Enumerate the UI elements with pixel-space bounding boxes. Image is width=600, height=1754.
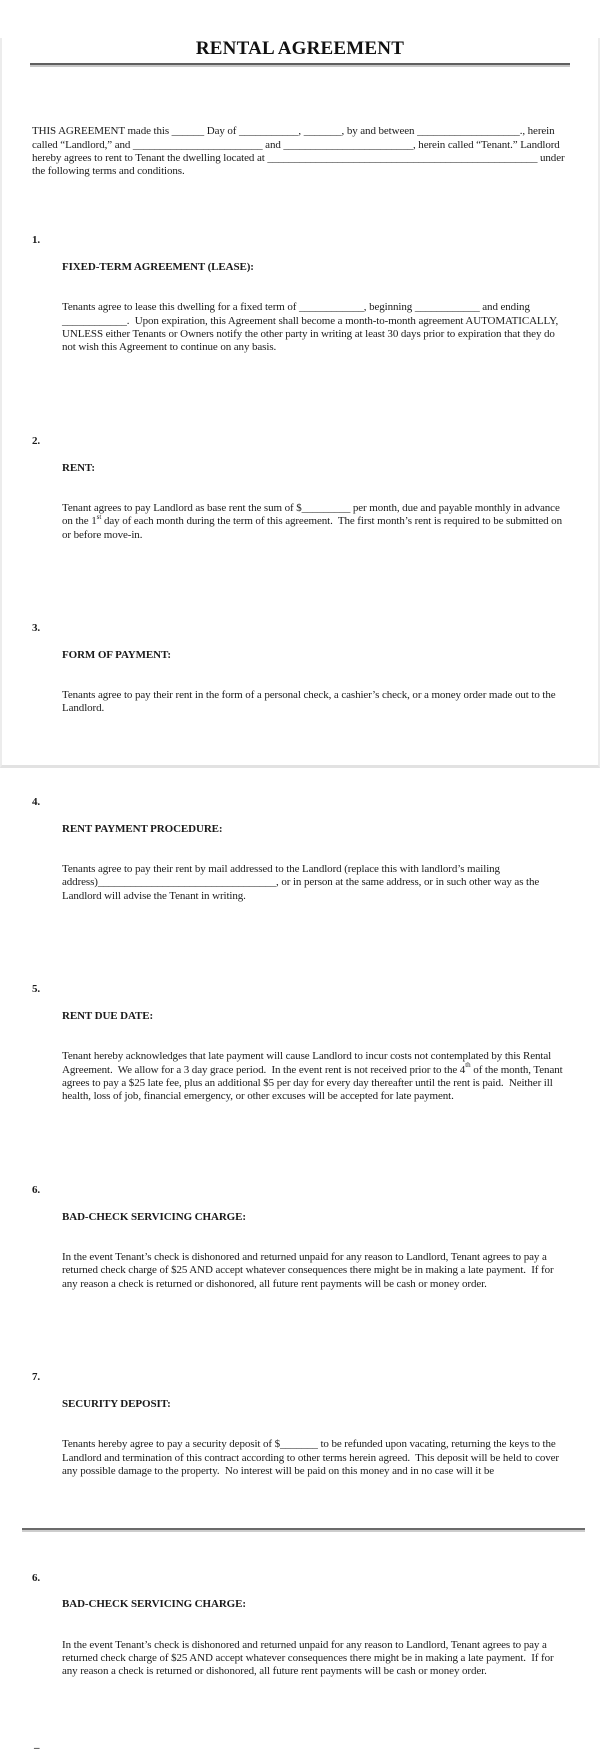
- document-content-page-2: [32, 1532, 568, 1733]
- section-body: In the event Tenant’s check is dishonored and returned unpaid for any reason to Landlord, Tenant agrees to pay a returned check charge of $25 AND accept whatever consequences there might be in making a late payment. If for any reason a check is returned or dishonored, all future rent payments will be cash or money order.: [62, 1638, 557, 1678]
- document-content: [32, 85, 568, 1527]
- section-heading: BAD-CHECK SERVICING CHARGE:: [62, 1210, 246, 1223]
- section-rent-due-date: [32, 983, 568, 1130]
- section-number: 4.: [32, 795, 41, 808]
- section-rent-payment-procedure: [32, 796, 568, 930]
- title-rule: [30, 63, 570, 67]
- section-form-of-payment: [32, 622, 568, 743]
- section-body: Tenants agree to pay their rent in the form of a personal check, a cashier’s check, or a money order made out to the Landlord.: [62, 689, 559, 715]
- footer-dash: –: [34, 1741, 40, 1754]
- section-number: 6.: [32, 1571, 41, 1584]
- section-heading: BAD-CHECK SERVICING CHARGE:: [62, 1598, 246, 1611]
- section-number: 7.: [32, 1371, 41, 1384]
- section-body: In the event Tenant’s check is dishonored and returned unpaid for any reason to Landlord, Tenant agrees to pay a returned check charge of $25 AND accept whatever consequences there might be in making a late payment. If for any reason a check is returned or dishonored, all future rent payments will be cash or money order.: [62, 1250, 557, 1290]
- section-fixed-term: [32, 234, 568, 381]
- section-body-clipped: Tenants hereby agree to pay a security deposit of $_______ to be refunded upon vacating, returning the keys to the Landlord and termination of this contract according to other terms herein agreed. This deposit will be held to cover any possible damage to the property. No interest will be paid on this money and in no case will it be: [62, 1438, 562, 1477]
- section-body-part: Tenant hereby acknowledges that late payment will cause Landlord to incur costs not contemplated by this Rental Agreement. We allow for a 3 day grace period. In the event rent is not received prior to the 4: [62, 1050, 554, 1076]
- section-heading: RENT DUE DATE:: [62, 1010, 154, 1022]
- section-number: 1.: [32, 234, 41, 247]
- section-bad-check-charge-repeat: [32, 1572, 568, 1706]
- section-body: [62, 1050, 568, 1104]
- section-number: 3.: [32, 622, 41, 635]
- section-security-deposit: [32, 1371, 568, 1500]
- section-body: Tenants agree to pay their rent by mail addressed to the Landlord (replace this with landlord’s mailing address)_________________________________, or in person at the same address, or in such other way as the Landlord will advise the Tenant in writing.: [62, 862, 542, 902]
- section-body-part: Tenant agrees to pay Landlord as base rent the sum of $_________ per month, due and payable monthly in advance on the 1: [62, 501, 563, 528]
- section-bad-check-charge: [32, 1184, 568, 1318]
- section-heading: RENT PAYMENT PROCEDURE:: [62, 822, 223, 835]
- section-heading: FIXED-TERM AGREEMENT (LEASE):: [62, 260, 254, 273]
- section-body: Tenants agree to lease this dwelling for a fixed term of ____________, beginning ____________ and ending ____________. Upon expiration, this Agreement shall become a month-to-month agreement AUTOMATICALLY, UNLESS either Tenants or Owners notify the other party in writing at least 30 days prior to expiration that they do not wish this Agreement to continue on any basis.: [62, 301, 561, 354]
- section-rent: [32, 435, 568, 569]
- document-page: [0, 38, 600, 1754]
- section-heading: SECURITY DEPOSIT:: [62, 1397, 171, 1410]
- intro-paragraph: THIS AGREEMENT made this ______ Day of ___________, _______, by and between ___________________., herein called “Landlord,” and ________________________ and ________________________, herein called “Tenant.” Landlord hereby agrees to rent to Tenant the dwelling located at __________________________________________________ under the following terms and conditions.: [32, 125, 568, 178]
- ordinal-superscript: th: [465, 1060, 471, 1069]
- section-heading: FORM OF PAYMENT:: [62, 648, 171, 661]
- section-body: [62, 502, 568, 542]
- section-heading: RENT:: [62, 461, 95, 474]
- section-body-part: of the month, Tenant agrees to pay a $25 late fee, plus an additional $5 per day for every day thereafter until the rent is paid. Neither ill health, loss of job, financial emergency, or other excuses will be accepted for late payment.: [62, 1063, 566, 1103]
- section-body-part: day of each month during the term of this agreement. The first month’s rent is required to be submitted on or before move-in.: [62, 515, 565, 541]
- page-title: RENTAL AGREEMENT: [195, 38, 405, 59]
- section-number: 5.: [32, 983, 41, 996]
- section-number: 6.: [32, 1183, 41, 1196]
- section-number: 2.: [32, 434, 41, 447]
- ordinal-superscript: st: [96, 512, 102, 521]
